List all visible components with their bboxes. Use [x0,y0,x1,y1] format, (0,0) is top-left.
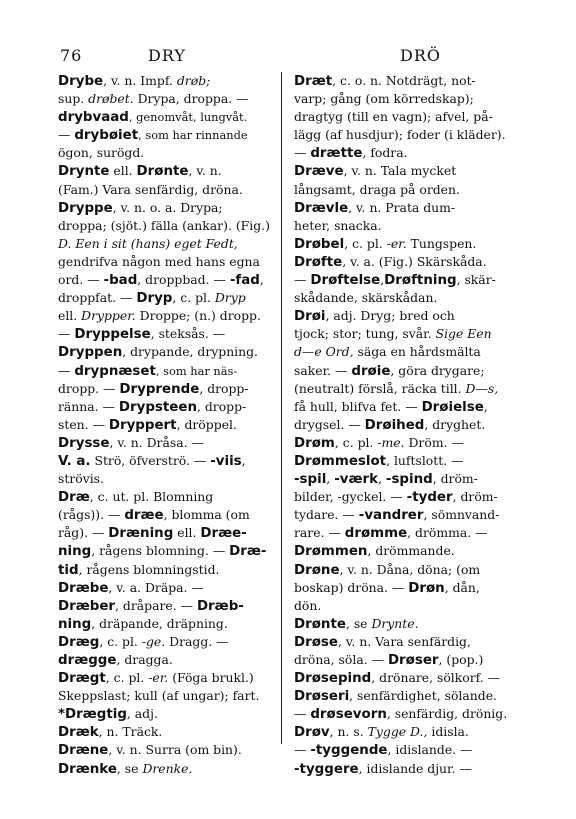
entry-line [58,289,280,307]
definition-text: , n. s. [329,724,368,740]
entry-line [294,760,516,778]
entry-line [294,542,516,560]
definition-text: , c. pl. [105,670,149,686]
italic-text: Drynte. [371,615,419,631]
definition-text: , droppbad. — [137,272,230,288]
headword: Dræve [294,164,344,180]
definition-text: , c. pl. [172,290,215,306]
definition-text: , drömmande. [367,543,455,559]
definition-text: , dropp- [196,398,247,414]
headword: tid [58,562,79,578]
entry-line [58,362,280,380]
definition-text: , c. pl. [99,633,142,649]
definition-text: — [294,145,311,161]
headword: drætte [310,146,363,162]
entry-line [58,90,280,108]
headword: -tyder [406,490,453,506]
entry-line [294,561,516,579]
entry-line [294,217,516,235]
entry-line [294,452,516,470]
entry-line [294,723,516,741]
headword: -spind [385,472,433,488]
definition-text: , dryghet. [424,416,486,432]
entry-line [294,633,516,651]
headword: Drøne [294,562,340,578]
definition-text: , [380,272,385,288]
headword: Dræbe [58,580,109,596]
definition-text: drygsel. — [294,416,365,432]
headword: Drægt [58,671,106,687]
definition-text: , n. Träck. [98,724,163,740]
definition-text: , v. a. Dräpa. — [108,579,204,595]
italic-text: drøb; [176,73,211,88]
definition-text: , dröppel. [176,416,237,432]
definition-text: , senfärdighet, sölande. [349,688,497,704]
definition-text: , adj. [126,706,158,722]
entry-line [58,597,280,615]
headword: Dryppen [58,345,123,361]
headword: Dræt [294,74,333,89]
definition-text: ell. [109,163,137,179]
definition-text: (Fam.) Vara senfärdig, dröna. [58,181,243,197]
entry-line [294,398,516,416]
entry-line [294,181,516,199]
entry-line [58,325,280,343]
definition-text: saker. — [294,362,352,378]
headword: Dræk [58,725,99,741]
headword: Dryp [136,291,173,307]
definition-text: , dröm- [432,471,478,487]
definition-text: , idislande djur. — [358,760,472,776]
entry-line [58,108,280,126]
entry-line [294,72,516,90]
entry-line [58,705,280,723]
definition-text: ell. [173,525,201,541]
italic-text: D—s, [465,380,499,396]
definition-text: , dråpare. — [115,597,197,613]
italic-text: -er. [386,235,407,251]
headword: Dryprende [119,381,200,397]
entry-line [58,687,280,705]
definition-text: , v. n. [188,163,222,179]
definition-text: , skär- [456,272,496,288]
headword: Drøn [408,580,445,596]
entry-line [294,579,516,597]
definition-text: , v. n. Tala mycket [343,163,457,179]
definition-text: tjock; stor; tung, svår. [294,326,436,342]
definition-text: — [294,272,311,288]
italic-text: Sige Een [435,326,492,342]
entry-line [294,271,516,289]
headword: Drybe [58,74,104,89]
definition-text: , v. a. (Fig.) Skärskåda. [342,253,487,269]
italic-text: -er. [148,670,169,686]
headword: drøsevorn [310,707,387,723]
definition-text: , se [345,615,372,631]
entry-line [58,723,280,741]
headword: Dræg [58,634,100,650]
definition-text: ögon, surögd. [58,145,145,161]
definition-text: , v. n. Surra (om bin). [108,742,242,758]
italic-text: Een i sit (hans) eget Fedt, [75,235,238,251]
entry-line [58,271,280,289]
entry-line [294,108,516,126]
entry-line [294,235,516,253]
definition-text: Dröm. — [404,434,464,450]
entry-line [294,126,516,144]
definition-text: , v. n. Dråsa. — [109,434,204,450]
entry-line [58,380,280,398]
headword: Drøse [294,634,338,650]
headword: Drypsteen [118,399,197,415]
definition-text: , som har rinnande [138,128,248,143]
headword: -fad [229,273,260,289]
entry-line [294,597,516,615]
headword: drømme [344,526,408,542]
headword: Drøielse [421,399,484,415]
headword: Dræning [108,526,174,542]
definition-text: dröna, söla. — [294,652,388,667]
headword: V. a. [58,453,91,469]
entry-line [294,669,516,687]
entry-line [294,362,516,380]
headword: Drysse [58,435,110,451]
definition-text: strövis. [58,471,104,487]
definition-text: , senfärdig, drönig. [386,706,508,722]
definition-text: säga en hårdsmälta [353,344,481,360]
headword: -bad [103,273,138,289]
entry-line [294,90,516,108]
definition-text: bilder, -gyckel. — [294,489,407,505]
entry-line [58,633,280,651]
definition-text: ell. [58,308,82,324]
headword: Dryppe [58,200,113,216]
definition-text: , rågens blomning. — [91,543,230,559]
entry-line [294,470,516,488]
definition-text: Tungspen. [406,235,477,251]
entry-line [58,235,280,253]
headword: Drøseri [294,689,350,705]
definition-text: boskap) dröna. — [294,579,409,595]
entry-line [58,669,280,687]
entry-line [294,741,516,759]
headword: Drævle [294,200,349,216]
entry-line [294,343,516,361]
definition-text: , c. pl. [334,434,378,450]
definition-text: dragtyg (till en vagn); afvel, på- [294,109,493,125]
definition-text: , v. n. Impf. [103,73,177,88]
definition-text: sten. — [58,416,109,432]
definition-text: , [326,471,335,487]
definition-text: Dragg. — [165,633,229,649]
definition-text: , [241,452,246,468]
definition-text: lägg (af husdjur); foder (i kläder). [294,127,506,143]
definition-text: tydare. — [294,507,359,523]
entry-line [58,126,280,144]
headword: Drøsepind [294,671,372,687]
definition-text: , genomvåt, lungvåt. [128,110,248,125]
definition-text: , göra drygare; [390,362,485,378]
definition-text: (neutralt) förslå, räcka till. [294,380,466,396]
headword: -vandrer [358,508,424,524]
italic-text: -ge. [141,633,166,649]
definition-text: , blomma (om [163,507,250,523]
entry-line [58,760,280,778]
definition-text: , c. pl. [344,235,387,251]
definition-text: (Föga brukl.) [168,670,254,686]
entry-line [58,253,280,271]
headword: Drønte [136,164,189,180]
definition-text: , fodra. [362,145,408,161]
headword: Drøfte [294,254,343,270]
definition-text: , [259,272,264,288]
definition-text: (rågs)). — [58,507,125,523]
headword: *Drægtig [58,707,127,723]
entry-line [58,307,280,325]
entry-line [58,217,280,235]
definition-text: — [294,706,311,722]
definition-text: , drömma. — [407,525,488,541]
headword: drypnæset [74,363,156,379]
right-guide-word: DRÖ [400,46,441,65]
left-column [58,72,280,778]
definition-text: , luftslott. — [386,452,464,468]
headword: Drøftelse [310,273,381,289]
page-number: 76 [60,46,83,65]
entry-line [294,253,516,271]
entry-line [58,470,280,488]
headword: Dræ- [229,544,267,560]
entry-line [58,343,280,361]
italic-text: -me. [377,434,405,450]
definition-text: , dragga. [116,652,173,667]
definition-text: långsamt, draga på orden. [294,181,460,197]
entry-line [294,307,516,325]
entry-line [294,506,516,524]
entry-line [294,705,516,723]
definition-text: — [294,742,311,758]
italic-text: Tygge D., [367,724,428,740]
definition-text: , som har näs- [155,363,238,378]
definition-text: , v. n. o. a. Drypa; [112,199,223,215]
headword: Drømmeslot [294,453,387,469]
definition-text: dön. [294,597,322,613]
entry-line [294,651,516,669]
entry-line [294,416,516,434]
headword: Dryppelse [74,327,151,343]
definition-text: rare. — [294,525,345,541]
entry-line [58,651,280,669]
headword: Drøv [294,725,330,741]
definition-text: , dån, [444,579,480,595]
headword: Drømmen [294,544,368,560]
definition-text: droppa; (sjöt.) fälla (ankar). (Fig.) [58,217,270,233]
headword: -tyggende [310,743,388,759]
headword: ning [58,544,92,560]
entry-line [58,579,280,597]
italic-text: Dryp [214,290,246,306]
headword: Drøihed [364,417,425,433]
definition-text: gendrifva någon med hans egna [58,253,260,269]
definition-text: — [58,326,75,342]
headword: Drøi [294,309,326,325]
definition-text: — [58,362,75,378]
entry-line [58,144,280,162]
definition-text: Droppe; (n.) dropp. [135,308,261,324]
entry-line [58,741,280,759]
headword: Dræ [58,490,90,506]
definition-text: , adj. Dryg; bred och [325,308,455,324]
entry-line [294,615,516,633]
column-divider [281,72,282,744]
headword: Drøser [387,653,439,668]
entry-line [58,398,280,416]
headword: -viis [210,453,242,469]
entry-line [58,561,280,579]
headword: Drøftning [384,273,457,289]
headword: Drøbel [294,236,345,252]
definition-text: Skeppslast; kull (af ungar); fart. [58,688,260,704]
entry-line [58,181,280,199]
definition-text: , (pop.) [438,652,484,667]
definition-text: , v. n. Prata dum- [348,199,456,215]
entry-line [294,687,516,705]
entry-line [58,162,280,180]
entry-line [294,524,516,542]
definition-text: heter, snacka. [294,217,382,233]
headword: Dryppert [108,417,177,433]
entry-line [294,434,516,452]
definition-text: , dröm- [452,489,498,505]
definition-text: , idislande. — [387,742,473,758]
definition-text: , c. o. n. Notdrägt, not- [332,73,476,88]
headword: -spil [294,472,327,488]
headword: Dræne [58,743,109,759]
definition-text: sup. [58,91,89,107]
definition-text: , sömnvand- [423,507,500,523]
italic-text: Drypper. [81,308,136,324]
definition-text: droppfat. — [58,290,137,306]
definition-text: , rågens blomningstid. [78,561,220,577]
italic-text: Drenke. [142,760,193,776]
entry-line [58,434,280,452]
definition-text: ränna. — [58,398,119,414]
definition-text: , drönare, sölkorf. — [371,670,501,686]
definition-text: dropp. — [58,380,120,396]
headword: drybvaad [58,110,129,126]
definition-text: , v. n. Vara senfärdig, [337,633,471,649]
entry-line [58,542,280,560]
definition-text: , drypande, drypning. [122,344,258,360]
definition-text: , [378,471,386,487]
entry-line [58,524,280,542]
definition-text: Strö, öfverströ. — [90,452,211,468]
entry-line [58,199,280,217]
entry-line [294,380,516,398]
definition-text: , se [116,760,143,776]
headword: Drynte [58,164,110,180]
headword: Drænke [58,761,117,777]
italic-text: d—e Ord, [294,344,354,360]
headword: drægge [58,653,117,668]
entry-line [58,72,280,90]
headword: Dræe- [200,526,247,542]
italic-text: D. [58,235,76,251]
definition-text: ord. — [58,272,104,288]
headword: Drønte [294,616,346,632]
entry-line [294,289,516,307]
definition-text: varp; gång (om körredskap); [294,91,474,107]
entry-line [294,488,516,506]
headword: drybøiet [74,128,139,144]
headword: ning [58,616,92,632]
definition-text: , c. ut. pl. Blomning [89,489,214,505]
definition-text: få hull, blifva fet. — [294,398,422,414]
definition-text: — [58,127,75,143]
entry-line [294,162,516,180]
entry-line [58,506,280,524]
definition-text: , dräpande, dräpning. [91,615,228,631]
definition-text: , v. n. Dåna, döna; (om [339,561,481,577]
definition-text: , steksås. — [150,326,226,342]
definition-text: råg). — [58,525,109,541]
entry-line [294,325,516,343]
headword: Dræb- [196,598,244,614]
headword: -værk [334,472,379,488]
definition-text: , [483,398,488,414]
definition-text: Drypa, droppa. — [133,91,249,107]
entry-line [294,144,516,162]
right-column [294,72,516,778]
headword: dræe [124,508,164,524]
headword: Drøm [294,435,335,451]
italic-text: drøbet. [88,91,134,107]
headword: drøie [351,363,391,379]
entry-line [58,416,280,434]
headword: -tyggere [294,761,359,777]
entry-line [58,452,280,470]
left-guide-word: DRY [148,46,186,65]
headword: Dræber [58,598,116,614]
definition-text: skådande, skärskådan. [294,290,438,306]
entry-line [58,615,280,633]
entry-line [294,199,516,217]
entry-line [58,488,280,506]
definition-text: idisla. [427,724,469,740]
definition-text: , dropp- [199,380,249,396]
